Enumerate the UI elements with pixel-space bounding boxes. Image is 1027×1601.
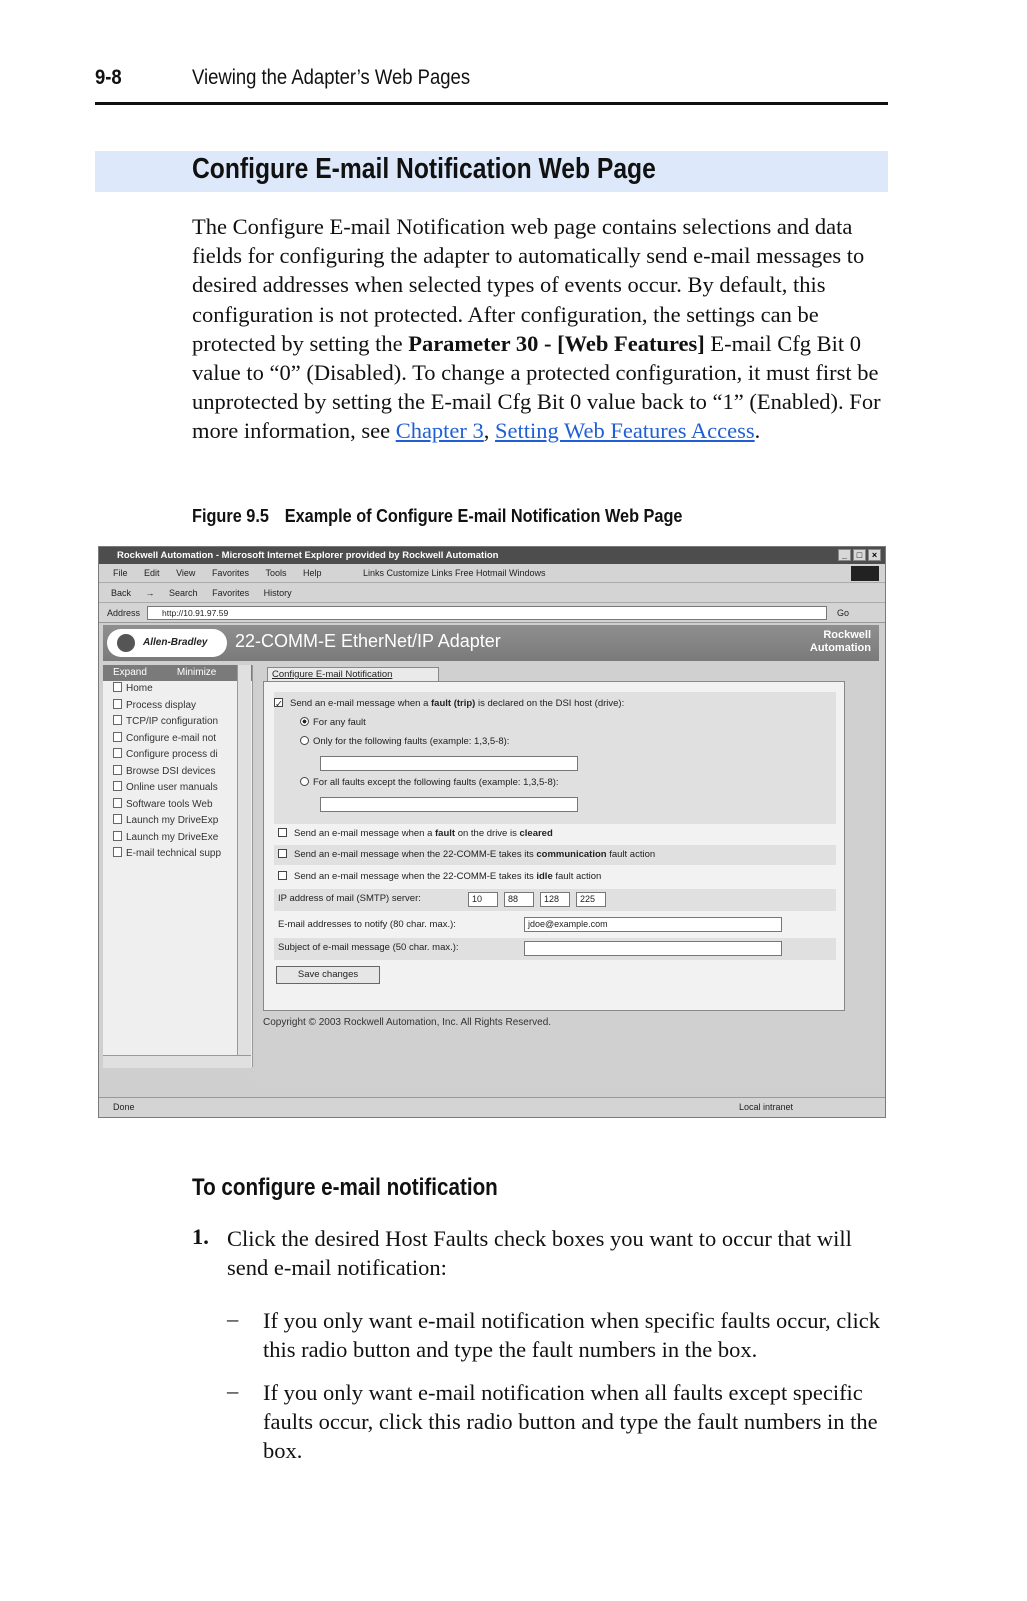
intro-paragraph [192, 212, 892, 446]
sidebar-item-process-display[interactable] [103, 698, 252, 715]
smtp-ip-octet-2[interactable]: 88 [504, 892, 534, 907]
radio-any-fault[interactable] [300, 717, 309, 726]
fault-trip-checkbox[interactable]: ✓ [275, 699, 283, 710]
bullet-dash: – [227, 1306, 239, 1331]
status-text: Done [113, 1102, 135, 1112]
logo-text: Allen-Bradley [143, 637, 208, 648]
sidebar-item-label: Configure e-mail not [126, 732, 217, 744]
bullet-except-faults: If you only want e-mail notification when all faults except specific faults occur, click this radio button and type the fault numbers in the box. [263, 1380, 878, 1464]
page-icon [113, 732, 122, 742]
sidebar-item-label: Browse DSI devices [126, 765, 216, 777]
menu-favorites[interactable]: Favorites [211, 568, 249, 578]
address-label: Address [107, 608, 141, 618]
fault-cleared-checkbox[interactable] [278, 828, 287, 837]
page-icon [113, 715, 122, 725]
adapter-banner [103, 625, 879, 661]
fault-trip-checkbox-row [274, 698, 624, 709]
main-content [255, 661, 881, 1081]
subject-label: Subject of e-mail message (50 char. max.): [278, 942, 459, 953]
history-button[interactable]: History [263, 588, 292, 598]
intro-text-2: E-mail Cfg Bit 0 value to “0” (Disabled). To change a protected configuration, it must first be unprotected by setting the E-mail Cfg Bit 0 value back to “1” (Enabled). For more information, see [192, 330, 881, 444]
comm-fault-bold: communication [536, 849, 607, 860]
idle-fault-row [274, 867, 601, 887]
intro-sep: , [483, 418, 496, 444]
sidebar-item-label: Software tools Web [126, 798, 213, 810]
browser-screenshot [98, 546, 886, 1118]
comm-fault-text: Send an e-mail message when the 22-COMM-E takes its [294, 849, 537, 860]
address-input[interactable]: http://10.91.97.59 [147, 606, 827, 620]
tab-configure-email[interactable]: Configure E-mail Notification [267, 667, 439, 681]
smtp-ip-octet-4[interactable]: 225 [576, 892, 606, 907]
menu-file[interactable]: File [113, 568, 128, 578]
web-features-access-link[interactable]: Setting Web Features Access [495, 418, 755, 444]
radio-any-fault-row [300, 717, 366, 728]
bullet-dash: – [227, 1378, 239, 1403]
address-bar [99, 603, 885, 623]
minimize-icon[interactable]: _ [838, 549, 851, 561]
idle-fault-bold: idle [536, 871, 553, 882]
comm-fault-checkbox[interactable] [278, 849, 287, 858]
sidebar-item-label: Home [126, 683, 153, 694]
chapter-3-link[interactable]: Chapter 3 [395, 418, 484, 444]
radio-any-fault-label: For any fault [313, 717, 366, 728]
minimize-link[interactable]: Minimize [176, 667, 217, 678]
email-label: E-mail addresses to notify (80 char. max.): [278, 919, 456, 930]
page-number: 9-8 [95, 66, 122, 89]
radio-except-faults-row [300, 777, 559, 788]
page-icon [113, 781, 122, 791]
sidebar-vertical-scrollbar[interactable] [237, 665, 251, 1067]
windows-logo-icon [851, 566, 879, 581]
fault-cleared-text-mid: on the drive is [455, 828, 520, 839]
ab-emblem-icon [117, 634, 135, 652]
sidebar-item-label: Launch my DriveExp [126, 815, 219, 826]
radio-only-faults-label: Only for the following faults (example: 1,3,5-8): [313, 736, 510, 747]
fault-cleared-bold-2: cleared [519, 828, 553, 839]
sidebar-item-configure-email[interactable] [103, 731, 252, 748]
page-icon [113, 682, 122, 692]
except-faults-input[interactable] [320, 797, 578, 812]
fault-cleared-text: Send an e-mail message when a [294, 828, 435, 839]
sidebar-item-home[interactable] [103, 681, 252, 698]
fault-trip-bold: fault (trip) [431, 698, 476, 709]
smtp-ip-octet-1[interactable]: 10 [468, 892, 498, 907]
folder-icon [113, 765, 122, 775]
sidebar-item-email-support[interactable] [103, 846, 252, 863]
idle-fault-checkbox[interactable] [278, 871, 287, 880]
figure-label: Figure 9.5 [192, 505, 269, 526]
intro-parameter: Parameter 30 - [Web Features] [408, 330, 705, 356]
expand-link[interactable]: Expand [113, 667, 147, 678]
app-icon [113, 831, 122, 841]
intro-end: . [754, 418, 761, 444]
radio-only-faults-row [300, 736, 509, 747]
sidebar-item-label: TCP/IP configuration [126, 716, 219, 727]
intro-text-1: The Configure E-mail Notification web page contains selections and data fields for configuring the adapter to automatically send e-mail messages to desired addresses when selected types of events occur. By default, this configuration is not protected. After configuration, the settings can be protected by setting the [192, 214, 865, 356]
smtp-label: IP address of mail (SMTP) server: [278, 893, 421, 904]
links-bar[interactable]: Links Customize Links Free Hotmail Windows [363, 568, 546, 578]
idle-fault-text: Send an e-mail message when the 22-COMM-E takes its [294, 871, 537, 882]
fault-trip-text: Send an e-mail message when a [290, 698, 431, 709]
radio-only-faults[interactable] [300, 736, 309, 745]
comm-fault-text-end: fault action [606, 849, 656, 860]
forward-button[interactable]: → [145, 588, 155, 598]
status-bar [99, 1097, 885, 1117]
sidebar-item-driveexplorer[interactable] [103, 813, 252, 830]
favorites-button[interactable]: Favorites [212, 588, 250, 598]
go-button[interactable]: Go [837, 608, 850, 618]
brand-line-1: Rockwell [823, 629, 871, 641]
figure-caption [192, 505, 682, 527]
mail-icon [113, 847, 122, 857]
bullet-specific-faults: If you only want e-mail notification when specific faults occur, click this radio button and type the fault numbers in the box. [263, 1308, 881, 1363]
window-title [99, 547, 885, 564]
page-icon [113, 699, 122, 709]
sidebar-item-manuals[interactable] [103, 780, 252, 797]
page-icon [113, 748, 122, 758]
menu-tools[interactable]: Tools [265, 568, 287, 578]
search-button[interactable]: Search [169, 588, 198, 598]
sidebar-header [103, 665, 252, 681]
rockwell-logo [810, 629, 871, 655]
copyright: Copyright © 2003 Rockwell Automation, Inc. All Rights Reserved. [263, 1017, 552, 1028]
window-title-text: Rockwell Automation - Microsoft Internet Explorer provided by Rockwell Automation [117, 550, 499, 561]
section-title: Configure E-mail Notification Web Page [192, 153, 656, 185]
running-header: Viewing the Adapter’s Web Pages [192, 66, 471, 89]
sidebar-item-label: Online user manuals [126, 782, 218, 793]
radio-except-faults-label: For all faults except the following faults (example: 1,3,5-8): [313, 777, 559, 788]
fault-trip-text-end: is declared on the DSI host (drive): [475, 698, 625, 709]
maximize-icon[interactable]: □ [853, 549, 866, 561]
menu-edit[interactable]: Edit [144, 568, 160, 578]
sidebar-item-label: E-mail technical supp [126, 848, 222, 859]
fault-cleared-row [274, 824, 553, 844]
security-zone: Local intranet [739, 1102, 794, 1112]
browser-toolbar [99, 583, 885, 603]
sidebar-item-software-tools[interactable] [103, 797, 252, 814]
menu-help[interactable]: Help [303, 568, 322, 578]
idle-fault-text-end: fault action [552, 871, 602, 882]
only-faults-input[interactable] [320, 756, 578, 771]
smtp-ip-octet-3[interactable]: 128 [540, 892, 570, 907]
subject-input[interactable] [524, 941, 782, 956]
sidebar-item-configure-process[interactable] [103, 747, 252, 764]
nav-sidebar [103, 665, 253, 1067]
step-number: 1. [192, 1224, 209, 1249]
email-input[interactable]: jdoe@example.com [524, 917, 782, 932]
menu-bar [99, 564, 885, 583]
figure-caption-text: Example of Configure E-mail Notification Web Page [284, 505, 683, 526]
banner-title: 22-COMM-E EtherNet/IP Adapter [235, 631, 501, 651]
sidebar-horizontal-scrollbar[interactable] [103, 1055, 251, 1068]
allen-bradley-logo [107, 629, 227, 657]
sidebar-item-label: Configure process di [126, 749, 218, 760]
page-icon [113, 798, 122, 808]
email-config-panel [263, 681, 845, 1011]
menu-view[interactable]: View [176, 568, 196, 578]
procedure-title: To configure e-mail notification [192, 1174, 498, 1201]
comm-fault-row [274, 845, 836, 865]
sidebar-item-tcpip[interactable] [103, 714, 252, 731]
sidebar-item-browse-dsi[interactable] [103, 764, 252, 781]
window-controls [838, 549, 881, 561]
sidebar-item-driveexecutive[interactable] [103, 830, 252, 847]
save-changes-button[interactable]: Save changes [276, 966, 380, 984]
app-icon [113, 814, 122, 824]
email-row [274, 914, 456, 936]
step-text: Click the desired Host Faults check boxes you want to occur that will send e-mail notification: [227, 1226, 852, 1281]
brand-line-2: Automation [809, 642, 871, 654]
sidebar-item-label: Process display [126, 699, 197, 711]
header-rule [95, 102, 888, 105]
close-icon[interactable]: × [868, 549, 881, 561]
radio-except-faults[interactable] [300, 777, 309, 786]
back-button[interactable]: Back [111, 588, 132, 598]
fault-cleared-bold-1: fault [435, 828, 456, 839]
sidebar-item-label: Launch my DriveExe [126, 831, 219, 843]
